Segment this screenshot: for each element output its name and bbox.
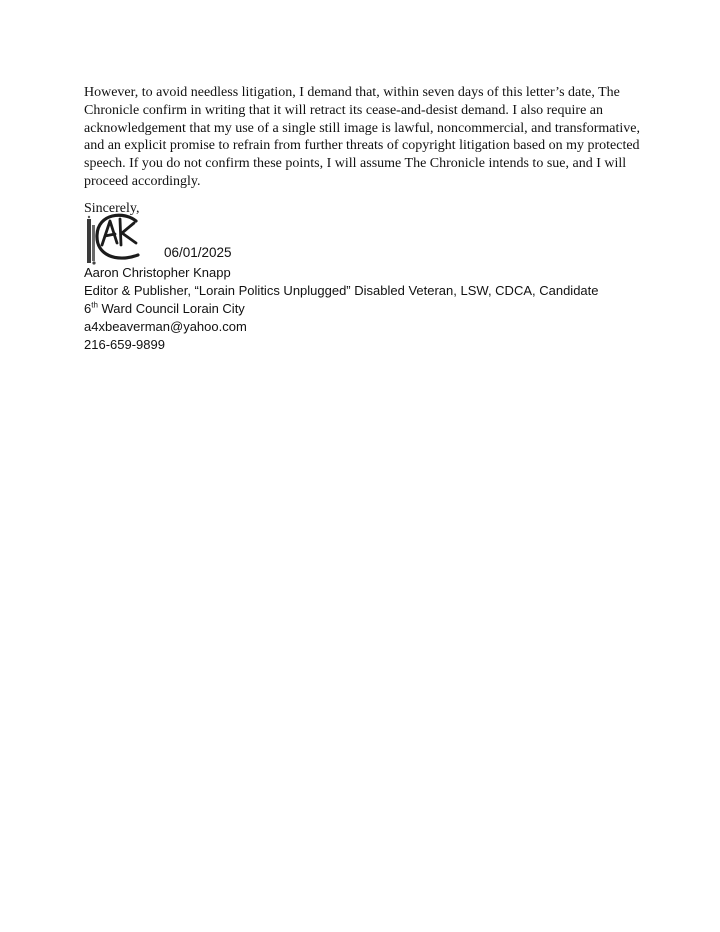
closing-salutation: Sincerely,: [84, 201, 140, 216]
signature-bar-stroke: [87, 219, 91, 263]
signature-k-stroke: [120, 219, 136, 245]
sender-email: a4xbeaverman@yahoo.com: [84, 319, 247, 334]
sender-name: Aaron Christopher Knapp: [84, 265, 231, 280]
ward-text: Ward Council Lorain City: [97, 301, 245, 316]
ward-number: 6: [84, 301, 92, 316]
signature-a-stroke: [102, 221, 117, 245]
sender-contact-block: [84, 264, 599, 354]
sender-title: Editor & Publisher, “Lorain Politics Unplugged” Disabled Veteran, LSW, CDCA, Candidate: [84, 283, 599, 298]
sender-ward: [84, 300, 599, 318]
body-paragraph: However, to avoid needless litigation, I demand that, within seven days of this letter’s date, The Chronicle confirm in writing that it will retract its cease-and-desist demand. I also require an acknowledgement that my use of a single still image is lawful, noncommercial, and transformative, and an explicit promise to refrain from further threats of copyright litigation based on my protected speech. If you do not confirm these points, I will assume The Chronicle intends to sue, and I will proceed accordingly.: [84, 85, 640, 189]
signature-loop-stroke: [97, 215, 138, 258]
ward-ordinal-suffix: th: [91, 300, 98, 310]
signature-date: 06/01/2025: [164, 245, 232, 260]
sender-phone: 216-659-9899: [84, 337, 165, 352]
signature-speck: [88, 216, 90, 218]
signature-bar-shadow: [92, 225, 95, 261]
handwritten-signature: [84, 211, 148, 267]
